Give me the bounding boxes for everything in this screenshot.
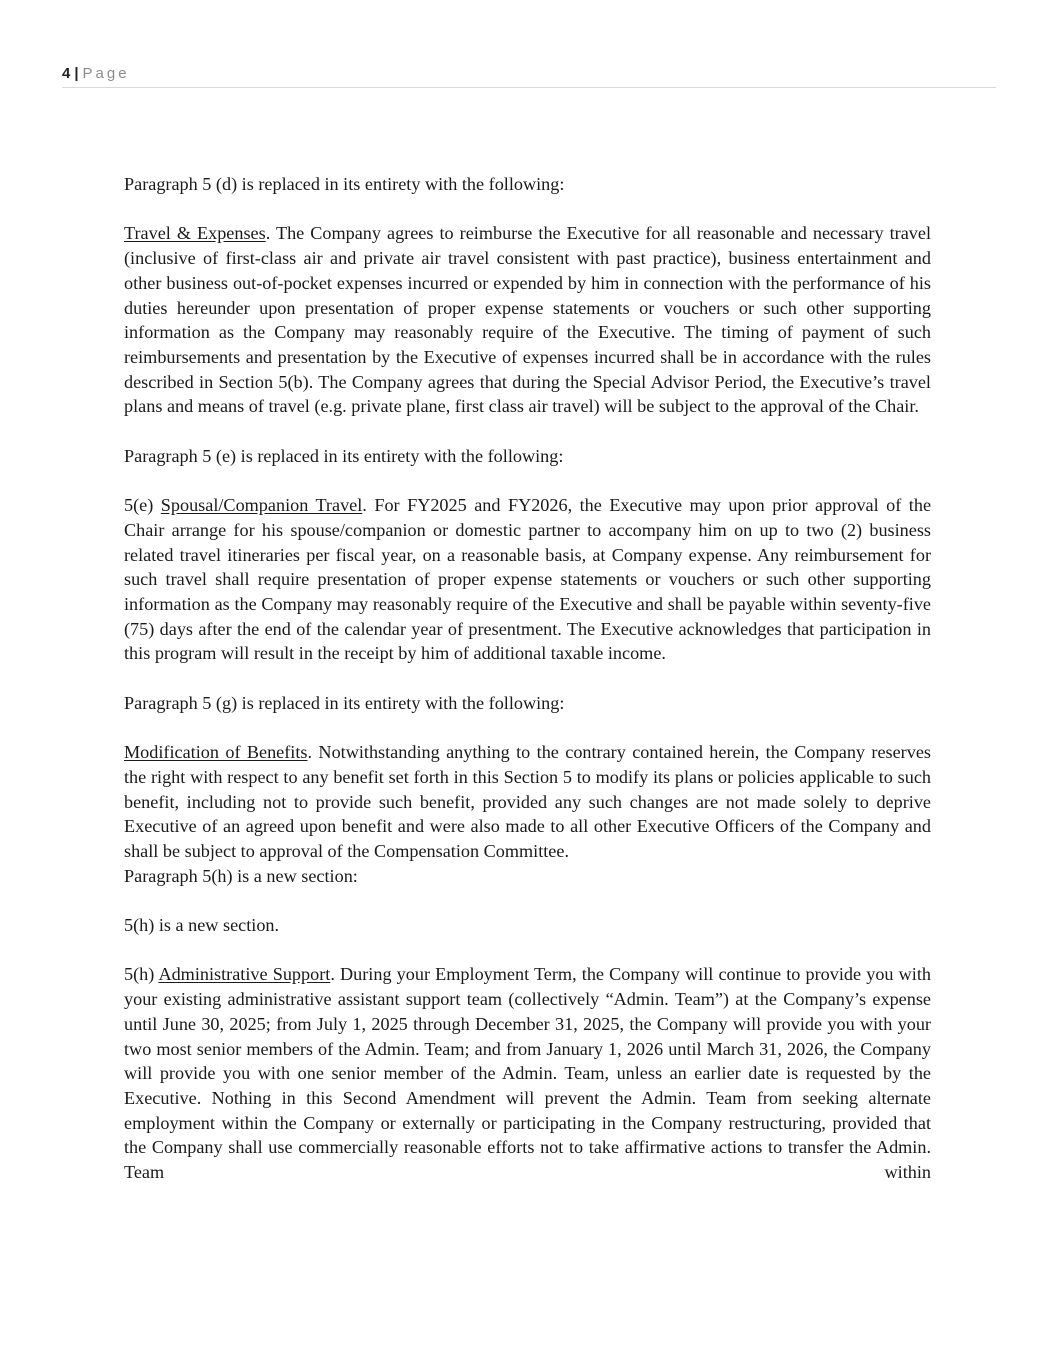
paragraph-travel-expenses [124, 221, 931, 419]
paragraph-intro-5g: Paragraph 5 (g) is replaced in its entirety with the following: [124, 692, 565, 713]
paragraph-intro-5e: Paragraph 5 (e) is replaced in its entirety with the following: [124, 445, 564, 466]
page-number: 4 [62, 65, 71, 82]
paragraph-administrative-support [124, 962, 931, 1184]
travel-expenses-text: . The Company agrees to reimburse the Executive for all reasonable and necessary travel (inclusive of first-class air and private air travel consistent with past practice), business entertainment and other business out-of-pocket expenses incurred or expended by him in connection with the performance of his duties hereunder upon presentation of proper expense statements or vouchers or such other supporting information as the Company may reasonably require of the Executive. The timing of payment of such reimbursements and presentation by the Executive of expenses incurred shall be in accordance with the rules described in Section 5(b). The Company agrees that during the Special Advisor Period, the Executive’s travel plans and means of travel (e.g. private plane, first class air travel) will be subject to the approval of the Chair. [124, 223, 931, 417]
spousal-travel-text: . For FY2025 and FY2026, the Executive may upon prior approval of the Chair arrange for his spouse/companion or domestic partner to accompany him on up to two (2) business related travel itineraries per fiscal year, on a reasonable basis, at Company expense. Any reimbursement for such travel shall require presentation of proper expense statements or vouchers or such other supporting information as the Company may reasonably require of the Executive and shall be payable within seventy-five (75) days after the end of the calendar year of presentment. The Executive acknowledges that participation in this program will result in the receipt by him of additional taxable income. [124, 495, 932, 664]
administrative-support-heading: Administrative Support [158, 964, 331, 985]
paragraph-intro-5d: Paragraph 5 (d) is replaced in its entirety with the following: [124, 174, 565, 194]
paragraph-intro-5h: Paragraph 5(h) is a new section: [124, 865, 358, 886]
header-separator: | [74, 65, 79, 82]
travel-expenses-heading: Travel & Expenses [124, 223, 266, 244]
paragraph-spousal-travel [124, 493, 931, 666]
spousal-travel-heading: Spousal/Companion Travel [160, 495, 363, 516]
modification-text: . Notwithstanding anything to the contrary contained herein, the Company reserves the right with respect to any benefit set forth in this Section 5 to modify its plans or policies applicable to such benefit, including not to provide such benefit, provided any such changes are not made solely to deprive Executive of an agreed upon benefit and were also made to all other Executive Officers of the Company and shall be subject to approval of the Compensation Committee. [124, 742, 931, 861]
admin-prefix: 5(h) [124, 964, 159, 985]
paragraph-modification-of-benefits [124, 740, 931, 864]
page-header [62, 64, 996, 88]
page-label: Page [82, 65, 130, 82]
administrative-support-text: . During your Employment Term, the Company will continue to provide you with your existing administrative assistant support team (collectively “Admin. Team”) at the Company’s expense until June 30, 2025; from July 1, 2025 through December 31, 2025, the Company will provide you with your two most senior members of the Admin. Team; and from January 1, 2026 until March 31, 2026, the Company will provide you with one senior member of the Admin. Team, unless an earlier date is requested by the Executive. Nothing in this Second Amendment will prevent the Admin. Team from seeking alternate employment within the Company or externally or participating in the Company restructuring, provided that the Company shall use commercially reasonable efforts not to take affirmative actions to transfer the Admin. Team within [124, 964, 931, 1183]
paragraph-new-section-5h: 5(h) is a new section. [124, 915, 280, 935]
document-body [124, 172, 931, 1185]
modification-heading: Modification of Benefits [124, 742, 308, 763]
spousal-prefix: 5(e) [124, 495, 161, 516]
